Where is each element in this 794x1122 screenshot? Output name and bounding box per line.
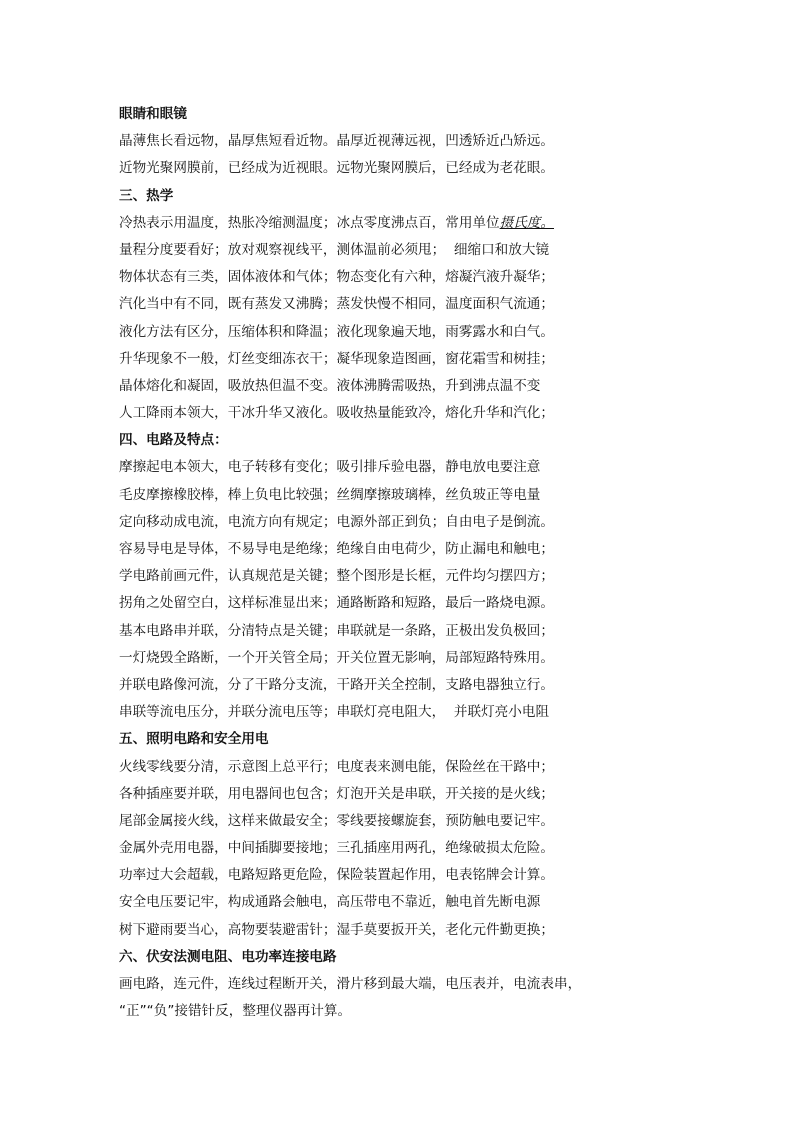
text-line: 一灯烧毁全路断，一个开关管全局；开关位置无影响，局部短路特殊用。	[119, 649, 554, 666]
text-line: 近物光聚网膜前，已经成为近视眼。远物光聚网膜后，已经成为老花眼。	[119, 160, 554, 177]
text-line: 升华现象不一般，灯丝变细冻衣干；凝华现象造图画，窗花霜雪和树挂；	[119, 350, 554, 367]
text-line: “正”“负”接错针反，整理仪器再计算。	[119, 1003, 352, 1020]
section-heading-circuits: 四、电路及特点：	[119, 432, 228, 449]
text-line: 拐角之处留空白，这样标准显出来；通路断路和短路，最后一路烧电源。	[119, 595, 554, 612]
text-line: 金属外壳用电器，中间插脚要接地；三孔插座用两孔，绝缘破损太危险。	[119, 840, 554, 857]
text-line: 火线零线要分清，示意图上总平行；电度表来测电能，保险丝在干路中；	[119, 758, 554, 775]
section-heading-thermal: 三、热学	[119, 187, 174, 204]
text-line: 学电路前画元件，认真规范是关键；整个图形是长框，元件均匀摆四方；	[119, 568, 554, 585]
section-heading-voltammetry: 六、伏安法测电阻、电功率连接电路	[119, 948, 337, 965]
text-line-main: 冷热表示用温度，热胀冷缩测温度；冰点零度沸点百，常用单位	[119, 214, 500, 231]
text-line: 量程分度要看好；放对观察视线平，测体温前必须甩； 细缩口和放大镜	[119, 241, 550, 258]
section-heading-eyes: 眼睛和眼镜	[119, 106, 187, 122]
text-line: 功率过大会超载，电路短路更危险，保险装置起作用，电表铭牌会计算。	[119, 867, 554, 884]
text-line: 串联等流电压分，并联分流电压等；串联灯亮电阻大， 并联灯亮小电阻	[119, 704, 550, 721]
section-heading-lighting-safety: 五、照明电路和安全用电	[119, 731, 269, 748]
text-line: 并联电路像河流，分了干路分支流，干路开关全控制，支路电器独立行。	[119, 676, 554, 693]
text-line: 定向移动成电流，电流方向有规定；电源外部正到负；自由电子是倒流。	[119, 513, 554, 530]
text-line: 人工降雨本领大，干冰升华又液化。吸收热量能致冷，熔化升华和汽化；	[119, 405, 554, 422]
text-line-emphasis: 摄氏度。	[499, 214, 554, 231]
document-body	[119, 101, 779, 1025]
text-line: 安全电压要记牢，构成通路会触电，高压带电不靠近，触电首先断电源	[119, 894, 541, 911]
text-line: 液化方法有区分，压缩体积和降温；液化现象遍天地，雨雾露水和白气。	[119, 323, 554, 340]
text-line: 容易导电是导体，不易导电是绝缘；绝缘自由电荷少，防止漏电和触电；	[119, 541, 554, 557]
text-line: 尾部金属接火线，这样来做最安全；零线要接螺旋套，预防触电要记牢。	[119, 812, 554, 829]
text-line: 毛皮摩擦橡胶棒，棒上负电比较强；丝绸摩擦玻璃棒，丝负玻正等电量	[119, 486, 541, 503]
text-line: 基本电路串并联，分清特点是关键；串联就是一条路，正极出发负极回；	[119, 622, 554, 639]
text-line: 物体状态有三类，固体液体和气体；物态变化有六种，熔凝汽液升凝华；	[119, 269, 554, 286]
text-line: 各种插座要并联，用电器间也包含；灯泡开关是串联，开关接的是火线；	[119, 785, 554, 802]
text-line: 树下避雨要当心，高物要装避雷针；湿手莫要扳开关，老化元件勤更换；	[119, 921, 554, 938]
text-line: 晶体熔化和凝固，吸放热但温不变。液体沸腾需吸热，升到沸点温不变	[119, 377, 541, 394]
text-line: 汽化当中有不同，既有蒸发又沸腾；蒸发快慢不相同，温度面积气流通；	[119, 296, 554, 313]
text-line: 画电路，连元件，连线过程断开关，滑片移到最大端，电压表并，电流表串，	[119, 976, 582, 992]
text-line	[119, 210, 779, 237]
text-line: 晶薄焦长看远物，晶厚焦短看近物。晶厚近视薄远视，凹透矫近凸矫远。	[119, 133, 554, 150]
text-line: 摩擦起电本领大，电子转移有变化；吸引排斥验电器，静电放电要注意	[119, 459, 541, 476]
